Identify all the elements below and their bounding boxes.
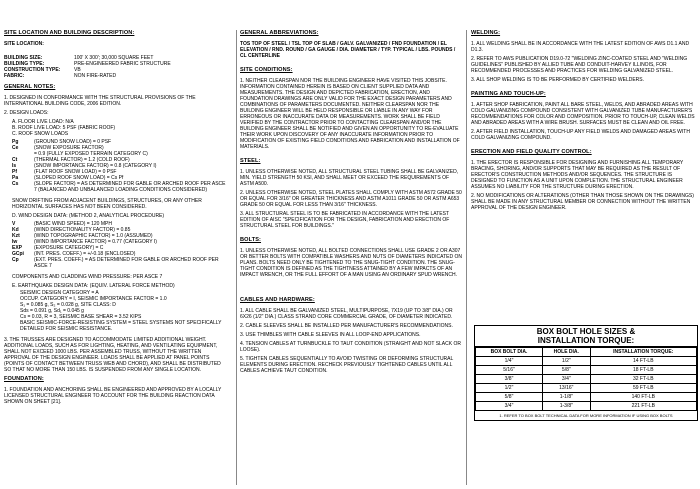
steel-heading: STEEL: <box>240 158 261 164</box>
welding-heading: WELDING: <box>471 30 501 36</box>
wind-item: GCpi (INT. PRES. COEFF.) = +/-0.18 (ENCLOSED) <box>12 251 136 257</box>
eq-item: OCCUP. CATEGORY = I, SEISMIC IMPORTANCE FACTOR = 1.0 <box>20 296 167 302</box>
building-type-row: BUILDING TYPE: PRE-ENGINEERED FABRIC STRUCTURE <box>4 61 171 67</box>
painting-note: 1. AFTER SHOP FABRICATION, PAINT ALL BARE STEEL, WELDS, AND ABRADED AREAS WITH COLD GALVANIZING COMPOUND CONSISTENT WITH GALVANIZED TUBE MANUFACTURER'S RECOMMENDATIONS FOR COLOR AND COMPOSITION. PRIOR TO TOUCH-UP, CLEAN WELDS AND ABRADED AREAS WITH A WIRE BRUSH. SURFACES MUST BE CLEAN AND OIL FREE. <box>471 102 695 126</box>
cables-note: 5. TIGHTEN CABLES SEQUENTIALLY TO AVOID TWISTING OR DEFORMING STRUCTURAL ELEMENTS DURING ERECTION. RECHECK PREVIOUSLY TIGHTENED CABLES UNTIL ALL CABLES ACHIEVE TAUT CONDITION. <box>240 356 454 374</box>
table-row: 5/8" 1-1/8" 140 FT-LB <box>476 393 697 402</box>
erection-note: 1. THE ERECTOR IS RESPONSIBLE FOR DESIGNING AND FURNISHING ALL TEMPORARY BRACING, SHORING, AND/OR SUPPORTS THAT MAY BE REQUIRED AS THE RESULT OF ERECTOR'S CONSTRUCTION METHODS AND/OR SEQUENCES. THE STRUCTURE IS DESIGNED TO FUNCTION AS A UNIT UPON COMPLETION. THE STRUCTURAL ENGINEER ASSUMES NO LIABILITY FOR THE STRUCTURE DURING ERECTION. <box>471 160 684 190</box>
eq-item: BASIC SEISMIC-FORCE-RESISTING SYSTEM = STEEL SYSTEMS NOT SPECIFICALLY DETAILED FOR SEISMIC RESISTANCE. <box>20 320 222 332</box>
wind-item: Cp (EXT. PRES. COEFF.) = AS DETERMINED FOR GABLE OR ARCHED ROOF PER ASCE 7 <box>12 257 219 269</box>
welding-note: 1. ALL WELDING SHALL BE IN ACCORDANCE WITH THE LATEST EDITION OF AWS D1.1 AND D1.3. <box>471 41 690 53</box>
site-heading: SITE LOCATION AND BUILDING DESCRIPTION: <box>4 30 135 36</box>
eq-item: Sds = 0.091 g, Sd₁ = 0.045 g <box>20 308 84 314</box>
table-row: 1/2" 13/16" 59 FT-LB <box>476 384 697 393</box>
erection-note: 2. NO MODIFICATIONS OR ALTERATIONS (OTHER THAN THOSE SHOWN ON THE DRAWINGS) SHALL BE MADE IN ANY STRUCTURAL MEMBER OR CONNECTION WITHOUT THE WRITTEN APPROVAL OF THE DESIGN ENGINEER. <box>471 193 694 211</box>
wind-item: EXP (EXPOSURE CATEGORY) = C <box>12 245 104 251</box>
table-row: 5/16" 5/8" 18 FT-LB <box>476 366 697 375</box>
wind-item: Iw (WIND IMPORTANCE FACTOR) = 0.77 (CATEGORY I) <box>12 239 157 245</box>
erection-heading: ERECTION AND FIELD QUALITY CONTROL: <box>471 149 592 155</box>
wind-item: Kzt (WIND TOPOGRAPHIC FACTOR) = 1.0 (ASSUMED) <box>12 233 153 239</box>
welding-note: 3. ALL SHOP WELDING IS TO BE PERFORMED BY CERTIFIED WELDERS. <box>471 77 645 83</box>
general-note-3: 3. THE TRUSSES ARE DESIGNED TO ACCOMMODATE LIMITED ADDITIONAL WEIGHT. ADDITIONAL LOADS, SUCH AS FOR LIGHTING, HEATING, AND VENTILATING EQUIPMENT, SHALL NOT EXCEED 1000 LBS. PER ASSEMBLED TRUSS, WITHOUT THE WRITTEN APPROVAL OF THE DESIGN ENGINEER. LOADS SHALL BE APPLIED AT PANEL POINTS (POINTS OF CONTACT BETWEEN TRUSS WEB AND CHORD), AND SHALL BE DISTRIBUTED SO THAT NO MORE THAN 150 LBS. IS SUSPENDED FROM ANY SINGLE LOCATION. <box>4 337 221 373</box>
col-header: BOX BOLT DIA. <box>476 348 543 357</box>
snow-item: Is (SNOW IMPORTANCE FACTOR) = 0.8 (CATEGORY I) <box>12 163 157 169</box>
earthquake-list <box>4 290 228 332</box>
wind-item: Kd (WIND DIRECTIONALITY FACTOR) = 0.85 <box>12 227 131 233</box>
abbreviations-heading: GENERAL ABBREVIATIONS: <box>240 30 319 36</box>
box-bolt-grid <box>475 347 697 411</box>
site-location-label: SITE LOCATION: <box>4 41 44 47</box>
construction-type-row: CONSTRUCTION TYPE: VB <box>4 67 81 73</box>
col-header: HOLE DIA. <box>543 348 591 357</box>
snow-item: Pa (SLOPED ROOF SNOW LOAD) = Cs Pf <box>12 175 124 181</box>
foundation-note-1: 1. FOUNDATION AND ANCHORING SHALL BE ENGINEERED AND APPROVED BY A LOCALLY LICENSED STRUCTURAL ENGINEER TO ACCOUNT FOR THE BUILDING REACTION DATA SHOWN ON SHEET [21]. <box>4 387 222 405</box>
cables-note: 1. ALL CABLE SHALL BE GALVANIZED STEEL, MULTIPURPOSE, 7X19 (UP TO 3/8" DIA.) OR 6X26 (1/2" DIA.) CLASS STRAND CORE COMMERCIAL GRADE, OF DIAMETER INDICATED. <box>240 308 453 320</box>
general-note-1: 1. DESIGNED IN CONFORMANCE WITH THE STRUCTURAL PROVISIONS OF THE INTERNATIONAL BUILDING CODE, 2006 EDITION. <box>4 95 196 107</box>
box-bolt-table-title: BOX BOLT HOLE SIZES & INSTALLATION TORQUE: <box>475 326 697 347</box>
steel-note-2: 2. UNLESS OTHERWISE NOTED, STEEL PLATES SHALL COMPLY WITH ASTM A572 GRADE 50 OR EQUAL FOR 3/16" OR GREATER THICKNESS AND ASTM A1011 GRADE 50 OR ASTM A653 GRADE 50 OR EQUAL FOR LESS THAN 3/16" THICKNESS. <box>240 190 462 208</box>
fabric-row: FABRIC: NON FIRE-RATED <box>4 73 117 79</box>
cables-note: 3. USE THIMBLES WITH CABLE SLEEVES IN ALL LOOP-END APPLICATIONS. <box>240 332 421 338</box>
eq-item: Cs = 0.03, R = 3, SEISMIC BASE SHEAR = 3.52 KIPS <box>20 314 142 320</box>
site-conditions-heading: SITE CONDITIONS: <box>240 67 293 73</box>
welding-note: 2. REFER TO AWS PUBLICATION D19.0-72 "WELDING ZINC-COATED STEEL AND "WELDING GUIDELINES" PUBLISHED BY ALLIED TUBE AND CONDUIT-HARVEY ILLINOIS, FOR RECOMMENDED PROCESSES AND PRACTICES FOR WELDING GALVANIZED STEEL. <box>471 56 688 74</box>
table-header-row <box>476 348 697 357</box>
column-general-notes <box>2 30 232 483</box>
bolts-heading: BOLTS: <box>240 237 262 243</box>
building-size-row: BUILDING SIZE: 100' X 300'; 30,000 SQUARE FEET <box>4 55 154 61</box>
snow-drift-note: SNOW DRIFTING FROM ADJACENT BUILDINGS, STRUCTURES, OR ANY OTHER HORIZONTAL SURFACES HAS NOT BEEN CONSIDERED. <box>12 198 202 210</box>
foundation-heading: FOUNDATION: <box>4 376 44 382</box>
bolts-note-1: 1. UNLESS OTHERWISE NOTED, ALL BOLTED CONNECTIONS SHALL USE GRADE 2 OR A307 OR BETTER BOLTS WITH COMPATIBLE WASHERS AND NUTS OF DIAMETERS INDICATED ON PLANS. BOLTS NEED ONLY BE TIGHTENED TO THE SNUG-TIGHT CONDITION. THE SNUG-TIGHT CONDITION IS DEFINED AS THE TIGHTNESS ATTAINED BY A FEW IMPACTS OF AN IMPACT WRENCH, OR THE FULL EFFORT OF A MAN USING AN ORDINARY SPUD WRENCH. <box>240 248 462 278</box>
col-header: INSTALLATION TORQUE: <box>590 348 696 357</box>
site-conditions-note-1: 1. NEITHER CLEARSPAN NOR THE BUILDING ENGINEER HAVE VISITED THIS JOBSITE. INFORMATION CONTAINED HEREIN IS BASED ON CLIENT SUPPLIED DATA AND MEASUREMENTS. THE DESIGN AND DEPICTED FABRICATION, ERECTION, AND FOUNDATION DRAWINGS ARE ONLY VALID FOR THE EXACT DESIGN PARAMETERS AND COMBINATIONS OF PARAMETERS DOCUMENTED. NEITHER CLEARSPAN NOR THE BUILDING ENGINEER WILL BE HELD RESPONSIBLE OR LIABLE IN ANY WAY FOR ERRONEOUS OR INACCURATE DATA OR MEASUREMENTS. WORK SHALL BE FIELD VERIFIED BY THE CONTRACTOR PRIOR TO CONTACTING CLEARSPAN AND/OR THE BUILDING ENGINEER SHALL BE NOTIFIED AND GIVEN AN OPPORTUNITY TO RE-EVALUATE THEIR WORK UPON DISCOVERY OF ANY INACCURATE INFORMATION PRIOR TO MODIFICATION OF EXISTING FIELD CONDITIONS AND FABRICATION AND INSTALLATION OF MATERIALS. <box>240 78 460 150</box>
snow-item: = 0.9 (FULLY EXPOSED TERRAIN CATEGORY C) <box>34 151 148 157</box>
wind-design-heading: D. WIND DESIGN DATA: (METHOD 2, ANALYTICAL PROCEDURE) <box>12 213 165 219</box>
general-note-2: 2. DESIGN LOADS: <box>4 110 49 116</box>
abbreviations-text: TOS TOP OF STEEL / TSL TOP OF SLAB / GALV. GALVANIZED / FND FOUNDATION / EL ELEVATION / RND. ROUND / GA GAUGE / DIA. DIAMETER / TYP. TYPICAL / LBS. POUNDS / CL CENTERLINE <box>240 41 456 59</box>
snow-item: Pf (FLAT ROOF SNOW LOAD) = 0 PSF <box>12 169 117 175</box>
wind-item: V (BASIC WIND SPEED) = 120 MPH <box>12 221 112 227</box>
column-divider <box>236 30 237 485</box>
general-notes-heading: GENERAL NOTES: <box>4 84 56 90</box>
eq-item: SEISMIC DESIGN CATEGORY = A <box>20 290 99 296</box>
cables-note: 4. TENSION CABLES AT TURNBUCKLE TO TAUT CONDITION (STRAIGHT AND NOT SLACK OR LOOSE). <box>240 341 461 353</box>
eq-item: S₁ = 0.085 g, S₂ = 0.028 g, SITE CLASS: D <box>20 302 116 308</box>
table-row: 3/8" 3/4" 32 FT-LB <box>476 375 697 384</box>
painting-heading: PAINTING AND TOUCH-UP: <box>471 91 546 97</box>
steel-note-3: 3. ALL STRUCTURAL STEEL IS TO BE FABRICATED IN ACCORDANCE WITH THE LATEST EDITION OF AISC "SPECIFICATION FOR THE DESIGN, FABRICATION AND ERECTION OF STRUCTURAL STEEL FOR BUILDINGS." <box>240 211 450 229</box>
table-row: 3/4" 1-3/8" 221 FT-LB <box>476 402 697 411</box>
roof-live-load: B. ROOF LIVE LOAD: 5 PSF (FABRIC ROOF) <box>12 125 116 131</box>
floor-live-load: A. FLOOR LIVE LOAD: N/A <box>12 119 74 125</box>
roof-snow-loads: C. ROOF SNOW LOADS <box>12 131 69 137</box>
snow-load-list <box>4 139 228 193</box>
snow-item: Ct (THERMAL FACTOR) = 1.2 (COLD ROOF) <box>12 157 130 163</box>
wind-list <box>4 221 228 269</box>
cables-heading: CABLES AND HARDWARE: <box>240 297 315 303</box>
earthquake-heading: E. EARTHQUAKE DESIGN DATA: (EQUIV. LATERAL FORCE METHOD) <box>12 283 175 289</box>
cables-note: 2. CABLE SLEEVES SHALL BE INSTALLED PER MANUFACTURER'S RECOMMENDATIONS. <box>240 323 453 329</box>
snow-item: Ce (SNOW EXPOSURE FACTOR) <box>12 145 104 151</box>
steel-note-1: 1. UNLESS OTHERWISE NOTED, ALL STRUCTURAL STEEL TUBING SHALL BE GALVANIZED, MIN. YIELD STRENGTH 50 KSI, AND SHALL MEET OR EXCEED THE REQUIREMENTS OF ASTM A500. <box>240 169 459 187</box>
table-row: 1/4" 1/2" 14 FT-LB <box>476 357 697 366</box>
snow-item: Pg (GROUND SNOW LOAD) = 0 PSF <box>12 139 112 145</box>
components-cladding-note: COMPONENTS AND CLADDING WIND PRESSURE: PER ASCE 7 <box>12 274 163 280</box>
box-bolt-footnote: 1. REFER TO BOX BOLT TECHNICAL DATA FOR MORE INFORMATION IF USING BOX BOLTS <box>499 413 673 418</box>
box-bolt-table <box>474 325 698 421</box>
snow-item: Cs (SLOPE FACTOR) = AS DETERMINED FOR GABLE OR ARCHED ROOF PER ASCE 7 (BALANCED AND UNBALANCED LOADING CONDITIONS CONSIDERED) <box>12 181 226 193</box>
column-site-steel <box>238 30 466 483</box>
painting-note: 2. AFTER FIELD INSTALLATION, TOUCH-UP ANY FIELD WELDS AND DAMAGED AREAS WITH COLD GALVANIZING COMPOUND. <box>471 129 690 141</box>
